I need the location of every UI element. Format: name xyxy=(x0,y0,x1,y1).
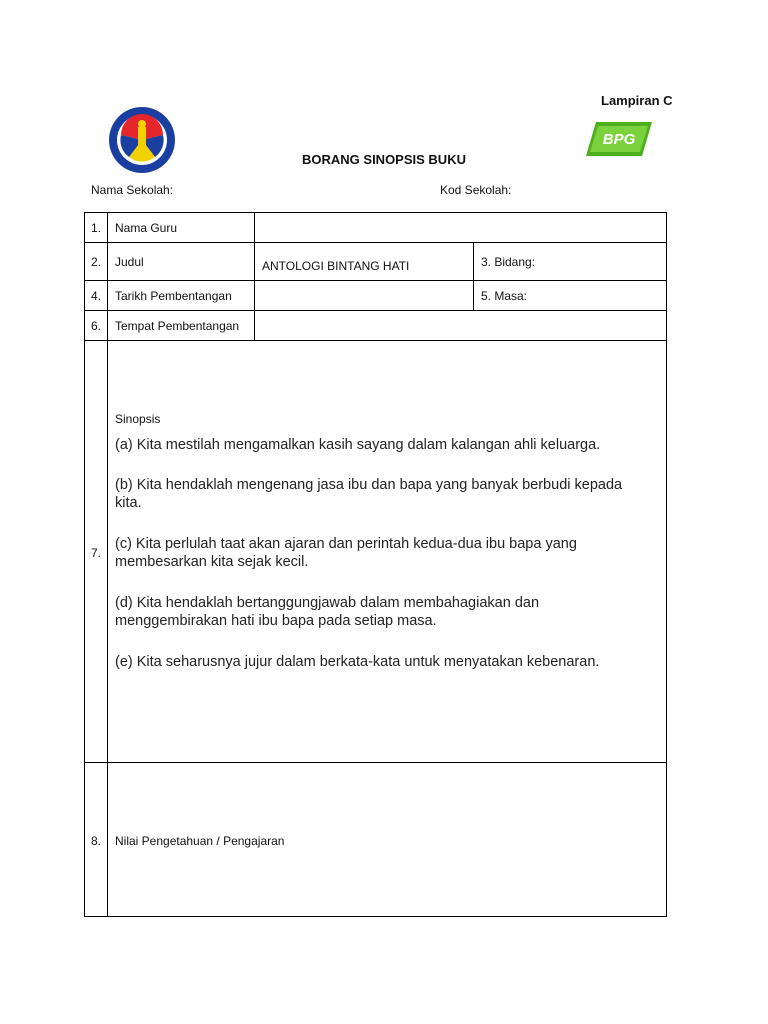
row-number: 6. xyxy=(85,311,108,341)
synopsis-item: (c) Kita perlulah taat akan ajaran dan perintah kedua-dua ibu bapa yang membesarkan kita sejak kecil. xyxy=(115,536,577,570)
field-label-venue: Tempat Pembentangan xyxy=(108,311,255,341)
school-code-label: Kod Sekolah: xyxy=(440,183,512,197)
field-value-teacher[interactable] xyxy=(255,213,667,243)
row-number: 2. xyxy=(85,243,108,281)
row-number: 7. xyxy=(85,341,108,763)
row-number: 1. xyxy=(85,213,108,243)
values-cell[interactable] xyxy=(108,763,667,917)
field-label-date: Tarikh Pembentangan xyxy=(108,281,255,311)
form-row-date xyxy=(85,281,667,311)
synopsis-item: (d) Kita hendaklah bertanggungjawab dalam membahagiakan dan menggembirakan hati ibu bapa pada setiap masa. xyxy=(115,595,540,629)
synopsis-list xyxy=(115,436,649,671)
school-name-label: Nama Sekolah: xyxy=(91,183,174,197)
field-label-field: 3. Bidang: xyxy=(474,243,667,281)
row-number: 8. xyxy=(85,763,108,917)
synopsis-item: (e) Kita seharusnya jujur dalam berkata-kata untuk menyatakan kebenaran. xyxy=(115,654,600,670)
field-label-title: Judul xyxy=(108,243,255,281)
field-value-title[interactable]: ANTOLOGI BINTANG HATI xyxy=(255,243,474,281)
form-row-title xyxy=(85,243,667,281)
field-value-date[interactable] xyxy=(255,281,474,311)
synopsis-item: (b) Kita hendaklah mengenang jasa ibu dan bapa yang banyak berbudi kepada kita. xyxy=(115,477,623,511)
form-row-values xyxy=(85,763,667,917)
form-row-synopsis xyxy=(85,341,667,763)
synopsis-label: Sinopsis xyxy=(115,412,161,426)
form-row-venue xyxy=(85,311,667,341)
synopsis-form xyxy=(84,212,667,917)
field-label-time: 5. Masa: xyxy=(474,281,667,311)
field-label-teacher: Nama Guru xyxy=(108,213,255,243)
row-number: 4. xyxy=(85,281,108,311)
form-title: BORANG SINOPSIS BUKU xyxy=(302,152,466,167)
field-value-venue[interactable] xyxy=(255,311,667,341)
form-row-teacher xyxy=(85,213,667,243)
appendix-label: Lampiran C xyxy=(601,93,673,108)
svg-text:BPG: BPG xyxy=(602,131,636,148)
synopsis-cell[interactable] xyxy=(108,341,667,763)
synopsis-item: (a) Kita mestilah mengamalkan kasih sayang dalam kalangan ahli keluarga. xyxy=(115,437,601,453)
values-label: Nilai Pengetahuan / Pengajaran xyxy=(115,834,285,848)
